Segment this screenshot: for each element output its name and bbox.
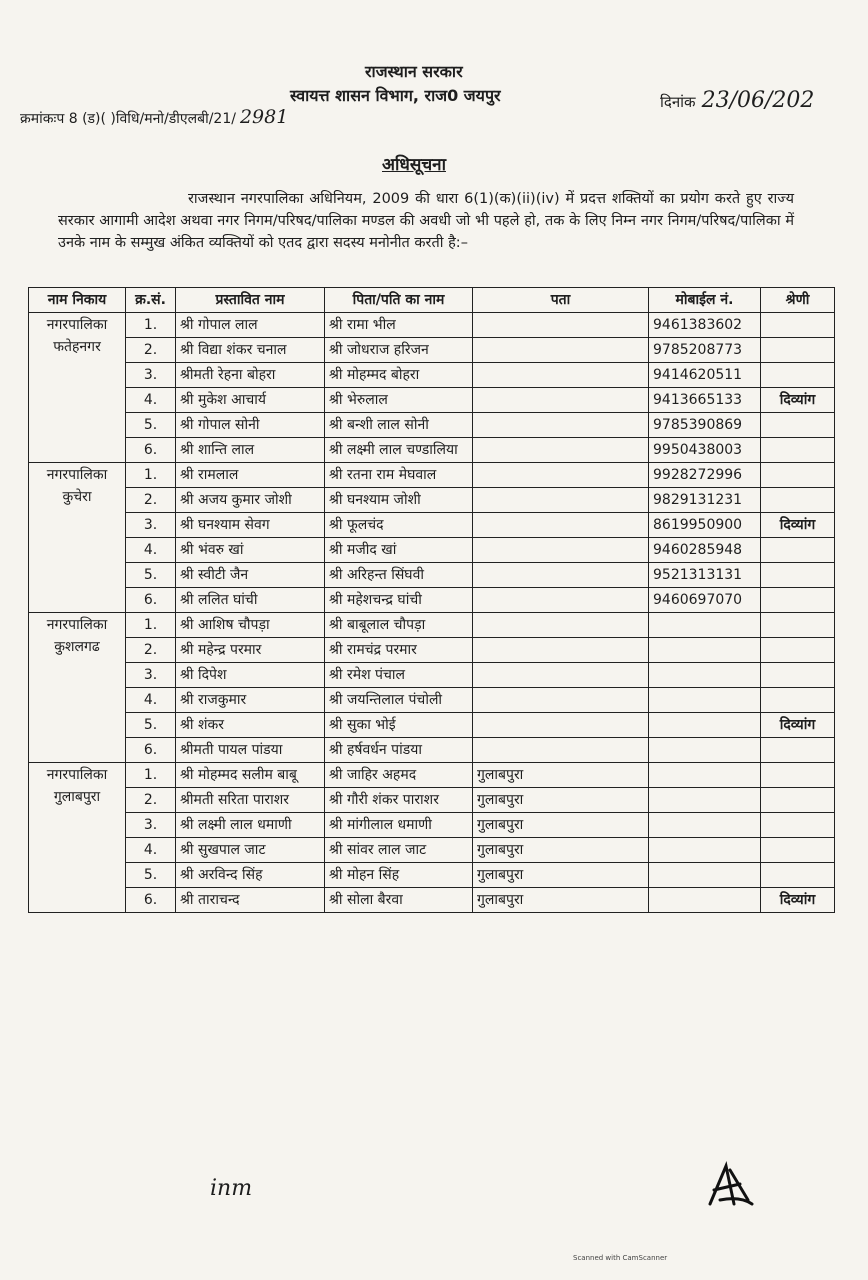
proposed-name: श्री भंवरु खां <box>176 538 325 563</box>
column-header: श्रेणी <box>761 288 835 313</box>
mobile-number <box>649 738 761 763</box>
serial-number: 5. <box>126 713 176 738</box>
mobile-number <box>649 813 761 838</box>
father-husband-name: श्री महेशचन्द्र घांची <box>325 588 473 613</box>
proposed-name: श्री गोपाल सोनी <box>176 413 325 438</box>
table-row <box>29 713 835 738</box>
table-header-row <box>29 288 835 313</box>
table-row <box>29 463 835 488</box>
proposed-name: श्री आशिष चौपड़ा <box>176 613 325 638</box>
table-row <box>29 763 835 788</box>
category <box>761 838 835 863</box>
table-row <box>29 638 835 663</box>
category <box>761 788 835 813</box>
serial-number: 2. <box>126 338 176 363</box>
category <box>761 463 835 488</box>
category <box>761 438 835 463</box>
signature-mark <box>700 1160 760 1210</box>
table-row <box>29 888 835 913</box>
category <box>761 313 835 338</box>
serial-number: 3. <box>126 813 176 838</box>
father-husband-name: श्री अरिहन्त सिंघवी <box>325 563 473 588</box>
category: दिव्यांग <box>761 388 835 413</box>
notification-title: अधिसूचना <box>382 155 446 175</box>
serial-number: 1. <box>126 313 176 338</box>
mobile-number <box>649 613 761 638</box>
serial-number: 6. <box>126 738 176 763</box>
category: दिव्यांग <box>761 713 835 738</box>
table-row <box>29 863 835 888</box>
father-husband-name: श्री बन्शी लाल सोनी <box>325 413 473 438</box>
reference-number: 2981 <box>239 106 289 128</box>
mobile-number <box>649 763 761 788</box>
address: गुलाबपुरा <box>473 763 649 788</box>
father-husband-name: श्री मोहन सिंह <box>325 863 473 888</box>
proposed-name: श्री गोपाल लाल <box>176 313 325 338</box>
mobile-number: 9413665133 <box>649 388 761 413</box>
category <box>761 488 835 513</box>
address <box>473 588 649 613</box>
mobile-number: 9521313131 <box>649 563 761 588</box>
municipal-body-name: नगरपालिका कुचेरा <box>29 463 126 613</box>
address <box>473 688 649 713</box>
father-husband-name: श्री रामा भील <box>325 313 473 338</box>
table-row <box>29 388 835 413</box>
table-row <box>29 513 835 538</box>
address <box>473 388 649 413</box>
address: गुलाबपुरा <box>473 788 649 813</box>
serial-number: 4. <box>126 688 176 713</box>
proposed-name: श्री राजकुमार <box>176 688 325 713</box>
serial-number: 5. <box>126 413 176 438</box>
category <box>761 763 835 788</box>
mobile-number: 8619950900 <box>649 513 761 538</box>
category <box>761 663 835 688</box>
proposed-name: श्री सुखपाल जाट <box>176 838 325 863</box>
serial-number: 1. <box>126 763 176 788</box>
category <box>761 588 835 613</box>
mobile-number: 9414620511 <box>649 363 761 388</box>
government-heading: राजस्थान सरकार <box>365 62 463 81</box>
scanner-watermark: Scanned with CamScanner <box>573 1254 668 1262</box>
date-value: 23/06/202 <box>701 88 815 113</box>
proposed-name: श्री घनश्याम सेवग <box>176 513 325 538</box>
address <box>473 613 649 638</box>
proposed-name: श्रीमती रेहना बोहरा <box>176 363 325 388</box>
address: गुलाबपुरा <box>473 888 649 913</box>
proposed-name: श्रीमती पायल पांडया <box>176 738 325 763</box>
father-husband-name: श्री हर्षवर्धन पांडया <box>325 738 473 763</box>
serial-number: 6. <box>126 588 176 613</box>
table-row <box>29 788 835 813</box>
address <box>473 513 649 538</box>
address <box>473 563 649 588</box>
category <box>761 688 835 713</box>
father-husband-name: श्री गौरी शंकर पाराशर <box>325 788 473 813</box>
category <box>761 413 835 438</box>
proposed-name: श्री दिपेश <box>176 663 325 688</box>
category <box>761 338 835 363</box>
mobile-number <box>649 788 761 813</box>
serial-number: 3. <box>126 363 176 388</box>
address: गुलाबपुरा <box>473 863 649 888</box>
category <box>761 363 835 388</box>
reference-text: क्रमांकःप 8 (ड)( )विधि/मनो/डीएलबी/21/ <box>20 111 236 127</box>
category <box>761 863 835 888</box>
proposed-name: श्री विद्या शंकर चनाल <box>176 338 325 363</box>
serial-number: 2. <box>126 638 176 663</box>
serial-number: 6. <box>126 888 176 913</box>
father-husband-name: श्री बाबूलाल चौपड़ा <box>325 613 473 638</box>
father-husband-name: श्री रतना राम मेघवाल <box>325 463 473 488</box>
column-header: मोबाईल नं. <box>649 288 761 313</box>
municipal-body-name: नगरपालिका कुशलगढ <box>29 613 126 763</box>
serial-number: 1. <box>126 463 176 488</box>
table-row <box>29 413 835 438</box>
category <box>761 613 835 638</box>
column-header: प्रस्तावित नाम <box>176 288 325 313</box>
address <box>473 738 649 763</box>
table-row <box>29 663 835 688</box>
serial-number: 2. <box>126 488 176 513</box>
father-husband-name: श्री जयन्तिलाल पंचोली <box>325 688 473 713</box>
table-row <box>29 488 835 513</box>
column-header: पिता/पति का नाम <box>325 288 473 313</box>
address <box>473 463 649 488</box>
address <box>473 413 649 438</box>
table-row <box>29 313 835 338</box>
table-row <box>29 438 835 463</box>
table-row <box>29 363 835 388</box>
intro-paragraph: राजस्थान नगरपालिका अधिनियम, 2009 की धारा 6(1)(क)(ii)(iv) में प्रदत्त शक्तियों का प्रयोग करते हुए राज्य सरकार आगामी आदेश अथवा नगर निगम/परिषद/पालिका मण्डल की अवधी जो भी पहले हो, तक के लिए निम्न नगर निगम/परिषद/पालिका में उनके नाम के सम्मुख अंकित व्यक्तियों को एतद द्वारा सदस्य मनोनीत करती है:– <box>58 191 794 251</box>
father-husband-name: श्री सुका भोई <box>325 713 473 738</box>
reference-line <box>20 106 288 128</box>
address <box>473 338 649 363</box>
initials-signature: inm <box>210 1176 253 1201</box>
father-husband-name: श्री सोला बैरवा <box>325 888 473 913</box>
category <box>761 563 835 588</box>
proposed-name: श्री शान्ति लाल <box>176 438 325 463</box>
father-husband-name: श्री सांवर लाल जाट <box>325 838 473 863</box>
proposed-name: श्री महेन्द्र परमार <box>176 638 325 663</box>
address <box>473 313 649 338</box>
table-row <box>29 838 835 863</box>
table-row <box>29 688 835 713</box>
proposed-name: श्रीमती सरिता पाराशर <box>176 788 325 813</box>
nominee-table <box>28 287 835 913</box>
table-row <box>29 738 835 763</box>
father-husband-name: श्री जोधराज हरिजन <box>325 338 473 363</box>
date-line <box>660 88 814 113</box>
father-husband-name: श्री मांगीलाल धमाणी <box>325 813 473 838</box>
address <box>473 638 649 663</box>
father-husband-name: श्री फूलचंद <box>325 513 473 538</box>
father-husband-name: श्री रामचंद्र परमार <box>325 638 473 663</box>
mobile-number: 9950438003 <box>649 438 761 463</box>
address <box>473 713 649 738</box>
address <box>473 363 649 388</box>
municipal-body-name: नगरपालिका फतेहनगर <box>29 313 126 463</box>
category <box>761 638 835 663</box>
category <box>761 738 835 763</box>
mobile-number: 9461383602 <box>649 313 761 338</box>
mobile-number: 9785208773 <box>649 338 761 363</box>
father-husband-name: श्री घनश्याम जोशी <box>325 488 473 513</box>
address <box>473 663 649 688</box>
table-row <box>29 338 835 363</box>
father-husband-name: श्री मजीद खां <box>325 538 473 563</box>
proposed-name: श्री ताराचन्द <box>176 888 325 913</box>
column-header: क्र.सं. <box>126 288 176 313</box>
proposed-name: श्री ललित घांची <box>176 588 325 613</box>
column-header: नाम निकाय <box>29 288 126 313</box>
serial-number: 5. <box>126 863 176 888</box>
father-husband-name: श्री रमेश पंचाल <box>325 663 473 688</box>
column-header: पता <box>473 288 649 313</box>
category: दिव्यांग <box>761 513 835 538</box>
mobile-number: 9829131231 <box>649 488 761 513</box>
mobile-number <box>649 663 761 688</box>
mobile-number: 9785390869 <box>649 413 761 438</box>
mobile-number: 9460285948 <box>649 538 761 563</box>
address: गुलाबपुरा <box>473 838 649 863</box>
address <box>473 488 649 513</box>
address: गुलाबपुरा <box>473 813 649 838</box>
proposed-name: श्री अजय कुमार जोशी <box>176 488 325 513</box>
category: दिव्यांग <box>761 888 835 913</box>
serial-number: 4. <box>126 538 176 563</box>
proposed-name: श्री मुकेश आचार्य <box>176 388 325 413</box>
mobile-number <box>649 838 761 863</box>
serial-number: 4. <box>126 388 176 413</box>
serial-number: 5. <box>126 563 176 588</box>
proposed-name: श्री स्वीटी जैन <box>176 563 325 588</box>
serial-number: 6. <box>126 438 176 463</box>
father-husband-name: श्री लक्ष्मी लाल चण्डालिया <box>325 438 473 463</box>
father-husband-name: श्री मोहम्मद बोहरा <box>325 363 473 388</box>
proposed-name: श्री शंकर <box>176 713 325 738</box>
mobile-number <box>649 688 761 713</box>
father-husband-name: श्री जाहिर अहमद <box>325 763 473 788</box>
address <box>473 438 649 463</box>
mobile-number <box>649 863 761 888</box>
serial-number: 2. <box>126 788 176 813</box>
table-row <box>29 538 835 563</box>
table-row <box>29 813 835 838</box>
mobile-number <box>649 888 761 913</box>
table-row <box>29 588 835 613</box>
mobile-number <box>649 713 761 738</box>
proposed-name: श्री मोहम्मद सलीम बाबू <box>176 763 325 788</box>
proposed-name: श्री लक्ष्मी लाल धमाणी <box>176 813 325 838</box>
proposed-name: श्री रामलाल <box>176 463 325 488</box>
category <box>761 813 835 838</box>
mobile-number: 9460697070 <box>649 588 761 613</box>
table-row <box>29 613 835 638</box>
proposed-name: श्री अरविन्द सिंह <box>176 863 325 888</box>
date-label: दिनांक <box>660 93 696 111</box>
mobile-number <box>649 638 761 663</box>
mobile-number: 9928272996 <box>649 463 761 488</box>
serial-number: 1. <box>126 613 176 638</box>
serial-number: 3. <box>126 513 176 538</box>
department-heading: स्वायत्त शासन विभाग, राज0 जयपुर <box>290 86 501 105</box>
serial-number: 4. <box>126 838 176 863</box>
table-row <box>29 563 835 588</box>
father-husband-name: श्री भेरुलाल <box>325 388 473 413</box>
serial-number: 3. <box>126 663 176 688</box>
address <box>473 538 649 563</box>
category <box>761 538 835 563</box>
municipal-body-name: नगरपालिका गुलाबपुरा <box>29 763 126 913</box>
